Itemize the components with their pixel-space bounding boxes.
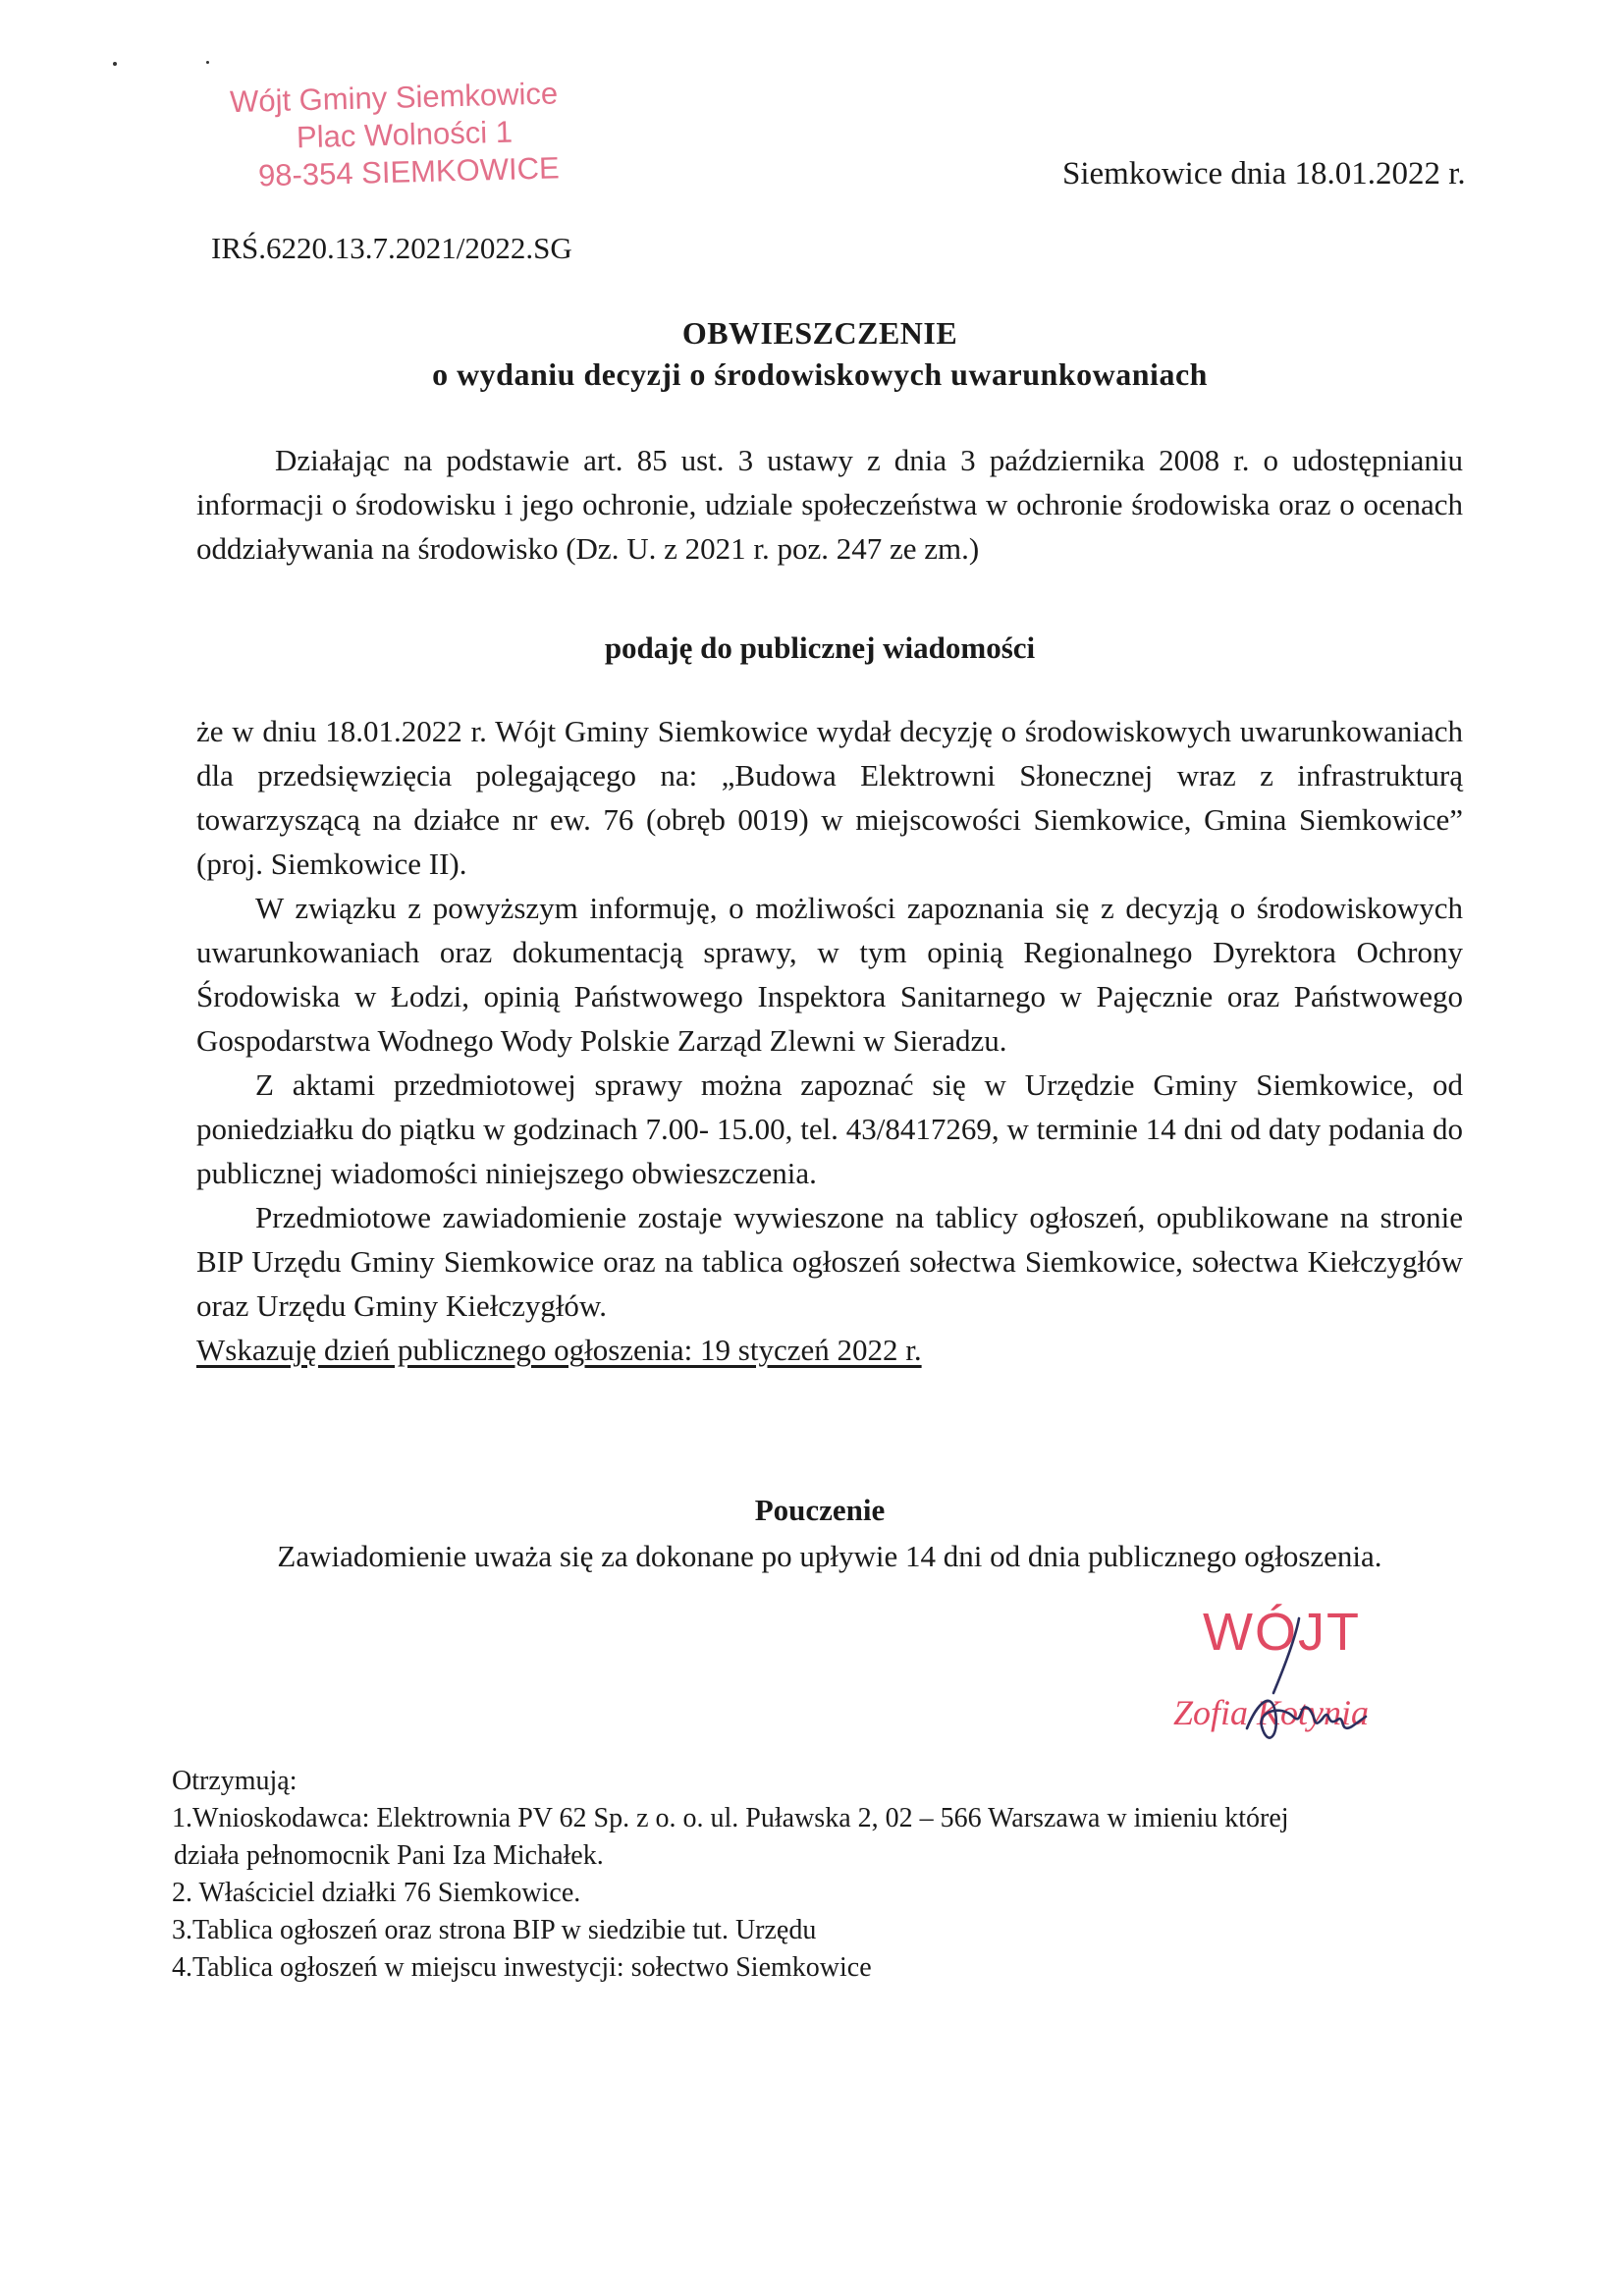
case-reference: IRŚ.6220.13.7.2021/2022.SG [211, 231, 572, 265]
instruction-text: Zawiadomienie uważa się za dokonane po upływie 14 dni od dnia publicznego ogłoszenia. [277, 1539, 1382, 1573]
recipients-heading: Otrzymują: [172, 1766, 298, 1796]
document-title-block [196, 312, 1443, 395]
handwritten-signature [1173, 1603, 1429, 1758]
mayor-signature [1173, 1603, 1429, 1758]
recipient-item: 3.Tablica ogłoszeń oraz strona BIP w siedzibie tut. Urzędu [172, 1915, 817, 1945]
legal-basis-paragraph: Działając na podstawie art. 85 ust. 3 ustawy z dnia 3 października 2008 r. o udostępnianiu informacji o środowisku i jego ochronie, udziale społeczeństwa w ochronie środowiska oraz o ocenach oddziaływania na środowisko (Dz. U. z 2021 r. poz. 247 ze zm.) [196, 443, 1463, 566]
publication-date-line: Wskazuję dzień publicznego ogłoszenia: 19 styczeń 2022 r. [196, 1333, 922, 1367]
document-subtitle: o wydaniu decyzji o środowiskowych uwarunkowaniach [432, 356, 1208, 392]
signature-stamp-title: WÓJT [1203, 1603, 1361, 1662]
information-paragraph: W związku z powyższym informuję, o możliwości zapoznania się z decyzją o środowiskowych uwarunkowaniach oraz dokumentacją sprawy, w tym opinią Regionalnego Dyrektora Ochrony Środowiska w Łodzi, opinią Państwowego Inspektora Sanitarnego w Pajęcznie oraz Państwowego Gospodarstwa Wodnego Wody Polskie Zarząd Zlewni w Sieradzu. [196, 891, 1463, 1058]
scan-speck [113, 62, 117, 66]
access-paragraph: Z aktami przedmiotowej sprawy można zapoznać się w Urzędzie Gminy Siemkowice, od poniedziałku do piątku w godzinach 7.00- 15.00, tel. 43/8417269, w terminie 14 dni od daty podania do publicznej wiadomości niniejszego obwieszczenia. [196, 1067, 1463, 1190]
recipient-item: 2. Właściciel działki 76 Siemkowice. [172, 1878, 581, 1908]
announcement-body [196, 709, 1463, 1372]
scan-speck [206, 61, 209, 64]
recipient-item: 4.Tablica ogłoszeń w miejscu inwestycji: sołectwo Siemkowice [172, 1952, 872, 1983]
recipient-item-continuation: działa pełnomocnik Pani Iza Michałek. [174, 1840, 604, 1871]
stamp-line-office: Wójt Gminy Siemkowice [229, 76, 559, 120]
recipient-item: 1.Wnioskodawca: Elektrownia PV 62 Sp. z o. o. ul. Puławska 2, 02 – 566 Warszawa w imieniu której [172, 1803, 1289, 1833]
office-stamp [225, 74, 621, 195]
decision-paragraph: że w dniu 18.01.2022 r. Wójt Gminy Siemkowice wydał decyzję o środowiskowych uwarunkowaniach dla przedsięwzięcia polegającego na: „Budowa Elektrowni Słonecznej wraz z infrastrukturą towarzyszącą na działce nr ew. 76 (obręb 0019) w miejscowości Siemkowice, Gmina Siemkowice” (proj. Siemkowice II). [196, 714, 1463, 881]
stamp-line-street: Plac Wolności 1 [296, 114, 514, 155]
instruction-heading: Pouczenie [754, 1493, 886, 1527]
announcement-heading: podaję do publicznej wiadomości [604, 630, 1036, 665]
document-date: Siemkowice dnia 18.01.2022 r. [1062, 156, 1466, 191]
publication-paragraph: Przedmiotowe zawiadomienie zostaje wywieszone na tablicy ogłoszeń, opublikowane na stronie BIP Urzędu Gminy Siemkowice oraz na tablica ogłoszeń sołectwa Siemkowice, sołectwa Kiełczygłów oraz Urzędu Gminy Kiełczygłów. [196, 1200, 1463, 1323]
document-title: OBWIESZCZENIE [681, 315, 958, 351]
recipients-list [172, 1763, 1448, 1987]
signature-stamp-name: Zofia Kotynia [1173, 1693, 1370, 1732]
stamp-line-postcode: 98-354 SIEMKOWICE [257, 150, 561, 193]
